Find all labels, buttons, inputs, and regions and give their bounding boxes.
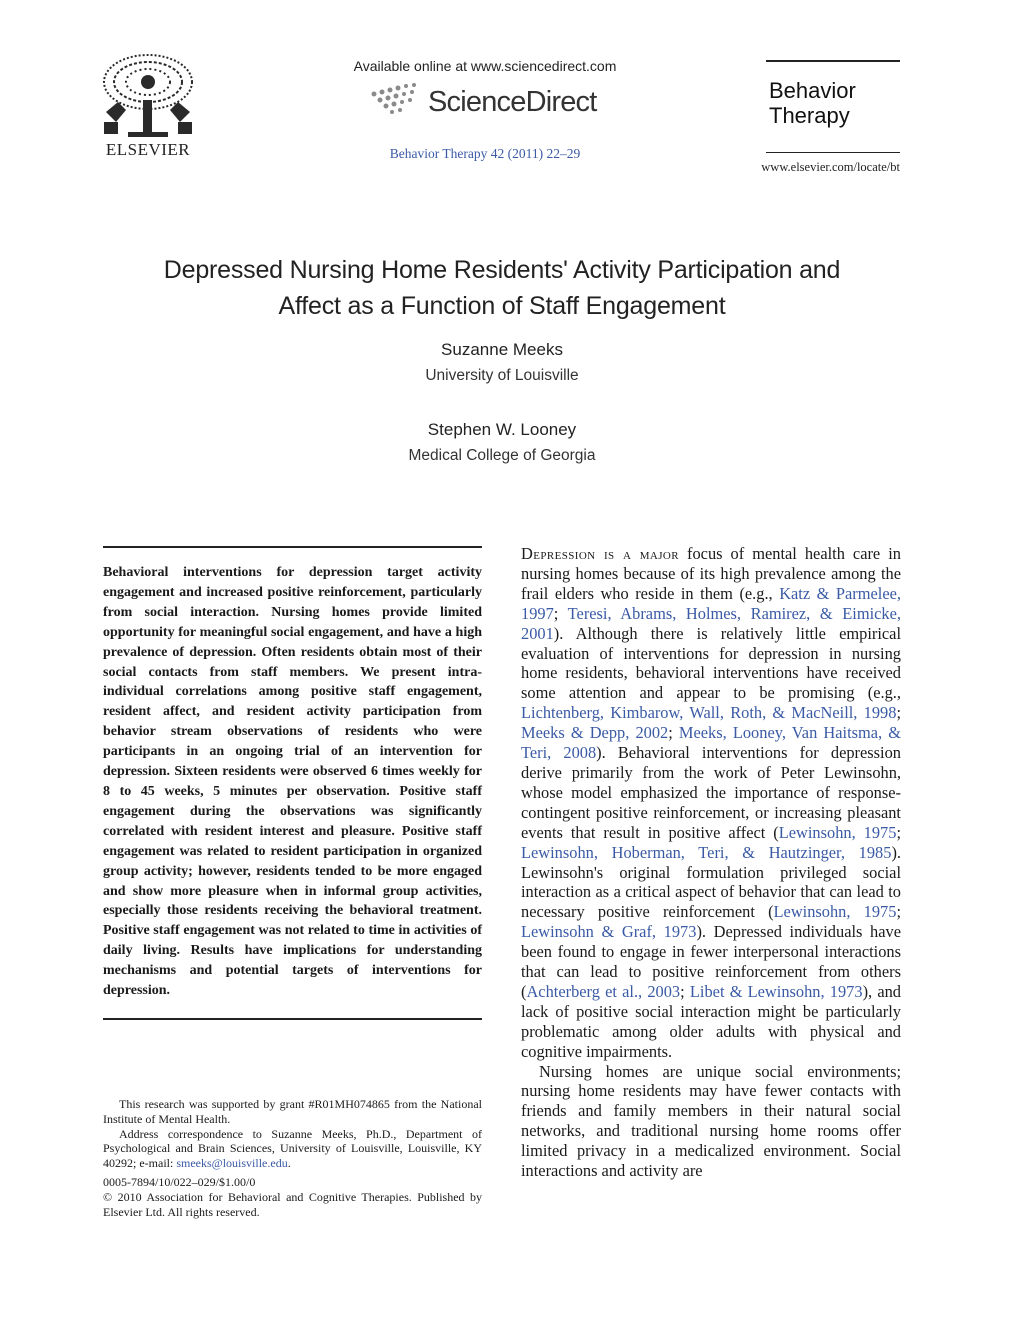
citation-link[interactable]: Libet & Lewinsohn, 1973 bbox=[689, 981, 863, 1001]
journal-title-rule-bottom bbox=[766, 152, 900, 153]
grant-footnote: This research was supported by grant #R01MH074865 from the National Institute of Mental Health. bbox=[103, 1097, 482, 1126]
journal-title-rule-top bbox=[766, 60, 900, 62]
journal-title: Behavior Therapy bbox=[769, 78, 856, 128]
abstract-rule-top bbox=[103, 546, 482, 548]
citation-link[interactable]: Lewinsohn, 1975 bbox=[778, 822, 897, 842]
abstract-rule-bottom bbox=[103, 1018, 482, 1020]
author-name: Stephen W. Looney bbox=[427, 420, 577, 439]
publisher-name: ELSEVIER bbox=[105, 140, 191, 159]
journal-citation-link[interactable]: Behavior Therapy 42 (2011) 22–29 bbox=[389, 146, 581, 161]
issn-line: 0005-7894/10/022–029/$1.00/0 bbox=[103, 1174, 256, 1189]
available-online-text: Available online at www.sciencedirect.com bbox=[353, 58, 617, 74]
citation-link[interactable]: Katz & Parmelee, 1997 bbox=[521, 583, 901, 623]
body-text bbox=[521, 544, 901, 1181]
correspondence-footnote: Address correspondence to Suzanne Meeks, Ph.D., Department of Psychological and Brain Sciences, University of Louisville, Louisville, KY 40292; e-mail: smeeks@louisville.edu. bbox=[103, 1126, 482, 1171]
body-paragraph: Depression is a major focus of mental health care in nursing homes because of its high prevalence among the frail elders who reside in them (e.g., Katz & Parmelee, 1997; Teresi, Abrams, Holmes, Ramirez, & Eimicke, 2001). Although there is relatively little empirical evaluation of interventions for depression in nursing home residents, behavioral interventions have received some attention and appear to be promising (e.g., Lichtenberg, Kimbarow, Wall, Roth, & MacNeill, 1998; Meeks & Depp, 2002; Meeks, Looney, Van Haitsma, & Teri, 2008). Behavioral interventions for depression derive primarily from the work of Peter Lewinsohn, whose model emphasized the importance of response-contingent positive reinforcement, or increasing pleasant events that result in positive affect (Lewinsohn, 1975; Lewinsohn, Hoberman, Teri, & Hautzinger, 1985). Lewinsohn's original formulation privileged social interaction as a critical aspect of behavior that can lead to necessary positive reinforcement (Lewinsohn, 1975; Lewinsohn & Graf, 1973). Depressed individuals have been found to engage in fewer interpersonal interactions that can lead to positive reinforcement from others (Achterberg et al., 2003; Libet & Lewinsohn, 1973), and lack of positive social interaction might be particularly problematic among older adults with physical and cognitive impairments. bbox=[521, 544, 902, 1061]
citation-link[interactable]: Meeks & Depp, 2002 bbox=[521, 723, 669, 743]
citation-link[interactable]: Achterberg et al., 2003 bbox=[526, 981, 681, 1001]
abstract-text: Behavioral interventions for depression target activity engagement and increased positive reinforcement, particularly from social interaction. Nursing homes provide limited opportunity for meaningful social engagement, and have a high prevalence of depression. Often residents obtain most of their social contacts from staff members. We present intra-individual correlations among positive staff engagement, resident affect, and resident activity participation from behavior stream observations of residents who were participants in an ongoing trial of an intervention for depression. Sixteen residents were observed 6 times weekly for 8 to 45 weeks, 5 minutes per observation. Positive staff engagement during the observations was significantly correlated with resident interest and pleasure. Positive staff engagement was related to resident participation in organized group activity; however, residents tended to be more engaged and show more pleasure when in informal group activities, especially those residents receiving the behavioral treatment. Positive staff engagement was not related to time in activities of daily living. Results have implications for understanding mechanisms and potential targets of interventions for depression. bbox=[103, 565, 482, 999]
author-name: Suzanne Meeks bbox=[441, 340, 563, 359]
citation-link[interactable]: Teresi, Abrams, Holmes, Ramirez, & Eimicke, 2001 bbox=[521, 603, 901, 643]
copyright-line: © 2010 Association for Behavioral and Cognitive Therapies. Published by Elsevier Ltd. All rights reserved. bbox=[103, 1189, 482, 1219]
journal-url-link[interactable]: www.elsevier.com/locate/bt bbox=[761, 160, 900, 174]
body-paragraph: Nursing homes are unique social environments; nursing home residents may have fewer contacts with friends and family members in their natural social networks, and traditional nursing home rooms offer limited privacy in a medicalized environment. Social interactions and activity are bbox=[521, 1061, 901, 1181]
sciencedirect-logo: ScienceDirect bbox=[428, 86, 597, 118]
email-link[interactable]: smeeks@louisville.edu bbox=[176, 1156, 288, 1171]
citation-link[interactable]: Meeks, Looney, Van Haitsma, & Teri, 2008 bbox=[521, 723, 902, 763]
author-affiliation: Medical College of Georgia bbox=[408, 447, 596, 464]
citation-link[interactable]: Lichtenberg, Kimbarow, Wall, Roth, & MacNeill, 1998 bbox=[521, 703, 897, 723]
citation-link[interactable]: Lewinsohn, Hoberman, Teri, & Hautzinger, 1985 bbox=[521, 842, 892, 862]
footnotes bbox=[103, 1097, 482, 1219]
author-affiliation: University of Louisville bbox=[425, 367, 579, 384]
lead-in: Depression is a major bbox=[521, 544, 679, 563]
citation-link[interactable]: Lewinsohn & Graf, 1973 bbox=[521, 922, 697, 942]
citation-link[interactable]: Lewinsohn, 1975 bbox=[773, 902, 897, 922]
article-title: Depressed Nursing Home Residents' Activity Participation and Affect as a Function of Staff Engagement bbox=[163, 256, 841, 320]
